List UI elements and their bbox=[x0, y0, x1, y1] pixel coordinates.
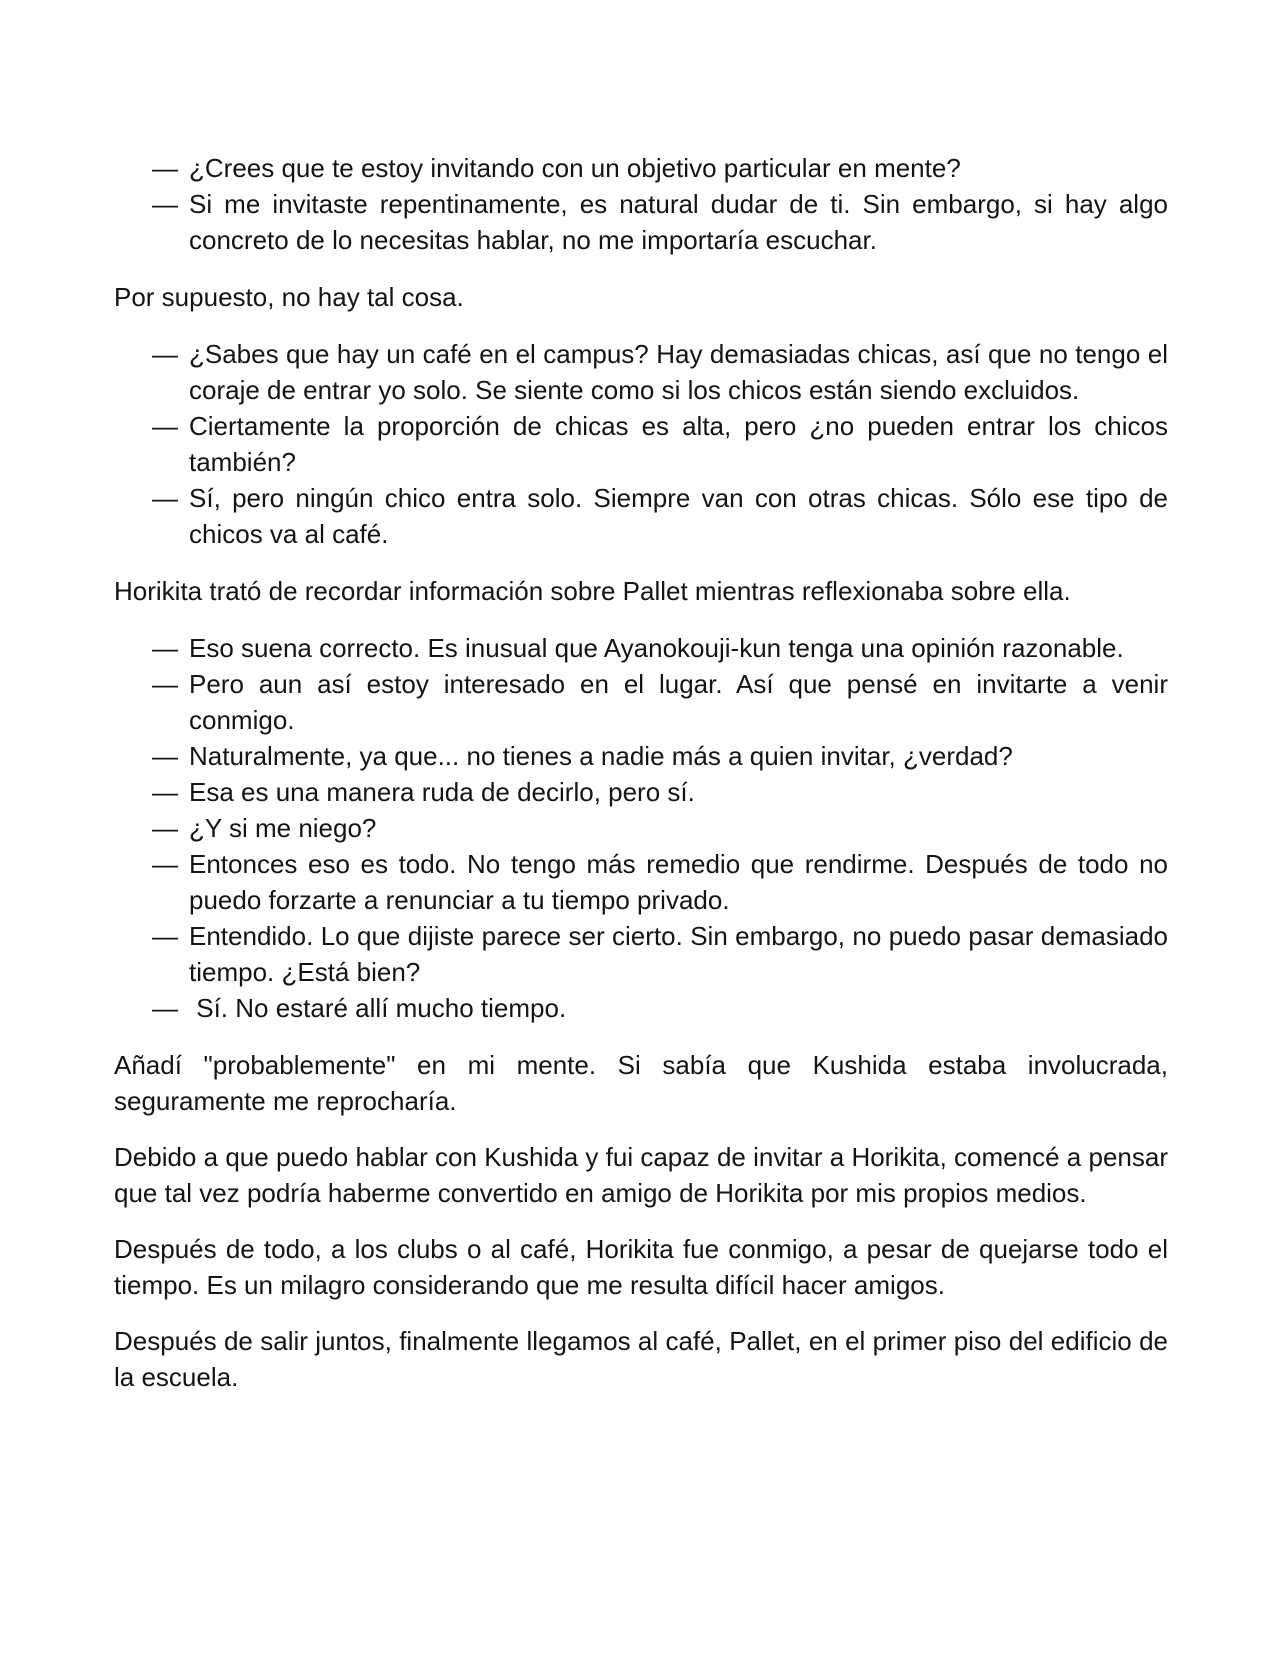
dialogue-block-2 bbox=[114, 336, 1168, 552]
dialogue-dash: — bbox=[152, 189, 178, 219]
dialogue-dash: — bbox=[152, 411, 178, 441]
dialogue-line bbox=[114, 480, 1168, 552]
dialogue-dash: — bbox=[152, 483, 178, 513]
dialogue-line bbox=[114, 630, 1168, 666]
dialogue-text: Esa es una manera ruda de decirlo, pero sí. bbox=[189, 777, 695, 807]
document-body bbox=[114, 150, 1168, 1395]
dialogue-dash: — bbox=[152, 993, 178, 1023]
dialogue-text: Pero aun así estoy interesado en el lugar. Así que pensé en invitarte a venir conmigo. bbox=[189, 669, 1168, 735]
dialogue-dash: — bbox=[152, 777, 178, 807]
dialogue-line bbox=[114, 186, 1168, 258]
dialogue-dash: — bbox=[152, 339, 178, 369]
dialogue-line bbox=[114, 810, 1168, 846]
dialogue-dash: — bbox=[152, 669, 178, 699]
narrative-paragraph: Añadí "probablemente" en mi mente. Si sabía que Kushida estaba involucrada, seguramente me reprocharía. bbox=[114, 1050, 1168, 1116]
dialogue-dash: — bbox=[152, 633, 178, 663]
dialogue-dash: — bbox=[152, 849, 178, 879]
dialogue-line bbox=[114, 666, 1168, 738]
dialogue-dash: — bbox=[152, 741, 178, 771]
dialogue-line bbox=[114, 150, 1168, 186]
narrative-paragraph: Debido a que puedo hablar con Kushida y fui capaz de invitar a Horikita, comencé a pensar que tal vez podría haberme convertido en amigo de Horikita por mis propios medios. bbox=[114, 1142, 1168, 1208]
dialogue-text: Si me invitaste repentinamente, es natural dudar de ti. Sin embargo, si hay algo concreto de lo necesitas hablar, no me importaría escuchar. bbox=[189, 189, 1168, 255]
dialogue-text: Entonces eso es todo. No tengo más remedio que rendirme. Después de todo no puedo forzarte a renunciar a tu tiempo privado. bbox=[189, 849, 1168, 915]
dialogue-text: Sí, pero ningún chico entra solo. Siempre van con otras chicas. Sólo ese tipo de chicos va al café. bbox=[189, 483, 1168, 549]
dialogue-text: Naturalmente, ya que... no tienes a nadie más a quien invitar, ¿verdad? bbox=[189, 741, 1013, 771]
dialogue-line bbox=[114, 990, 1168, 1026]
dialogue-text: ¿Crees que te estoy invitando con un objetivo particular en mente? bbox=[189, 153, 961, 183]
dialogue-text: Eso suena correcto. Es inusual que Ayanokouji-kun tenga una opinión razonable. bbox=[189, 633, 1124, 663]
dialogue-text: Sí. No estaré allí mucho tiempo. bbox=[189, 993, 567, 1023]
dialogue-line bbox=[114, 738, 1168, 774]
narrative-paragraph: Horikita trató de recordar información sobre Pallet mientras reflexionaba sobre ella. bbox=[114, 576, 1071, 606]
dialogue-dash: — bbox=[152, 153, 178, 183]
dialogue-text: ¿Y si me niego? bbox=[189, 813, 377, 843]
narrative-paragraph: Después de todo, a los clubs o al café, Horikita fue conmigo, a pesar de quejarse todo el tiempo. Es un milagro considerando que me resulta difícil hacer amigos. bbox=[114, 1234, 1168, 1300]
dialogue-line bbox=[114, 336, 1168, 408]
dialogue-line bbox=[114, 918, 1168, 990]
dialogue-block-3 bbox=[114, 630, 1168, 1026]
dialogue-text: Entendido. Lo que dijiste parece ser cierto. Sin embargo, no puedo pasar demasiado tiempo. ¿Está bien? bbox=[189, 921, 1168, 987]
dialogue-block-1 bbox=[114, 150, 1168, 258]
dialogue-dash: — bbox=[152, 813, 178, 843]
dialogue-text: Ciertamente la proporción de chicas es alta, pero ¿no pueden entrar los chicos también? bbox=[189, 411, 1168, 477]
dialogue-line bbox=[114, 408, 1168, 480]
dialogue-dash: — bbox=[152, 921, 178, 951]
dialogue-line bbox=[114, 774, 1168, 810]
dialogue-text: ¿Sabes que hay un café en el campus? Hay demasiadas chicas, así que no tengo el coraje de entrar yo solo. Se siente como si los chicos están siendo excluidos. bbox=[189, 339, 1168, 405]
narrative-paragraph: Después de salir juntos, finalmente llegamos al café, Pallet, en el primer piso del edificio de la escuela. bbox=[114, 1326, 1168, 1392]
dialogue-line bbox=[114, 846, 1168, 918]
narrative-paragraph: Por supuesto, no hay tal cosa. bbox=[114, 282, 464, 312]
